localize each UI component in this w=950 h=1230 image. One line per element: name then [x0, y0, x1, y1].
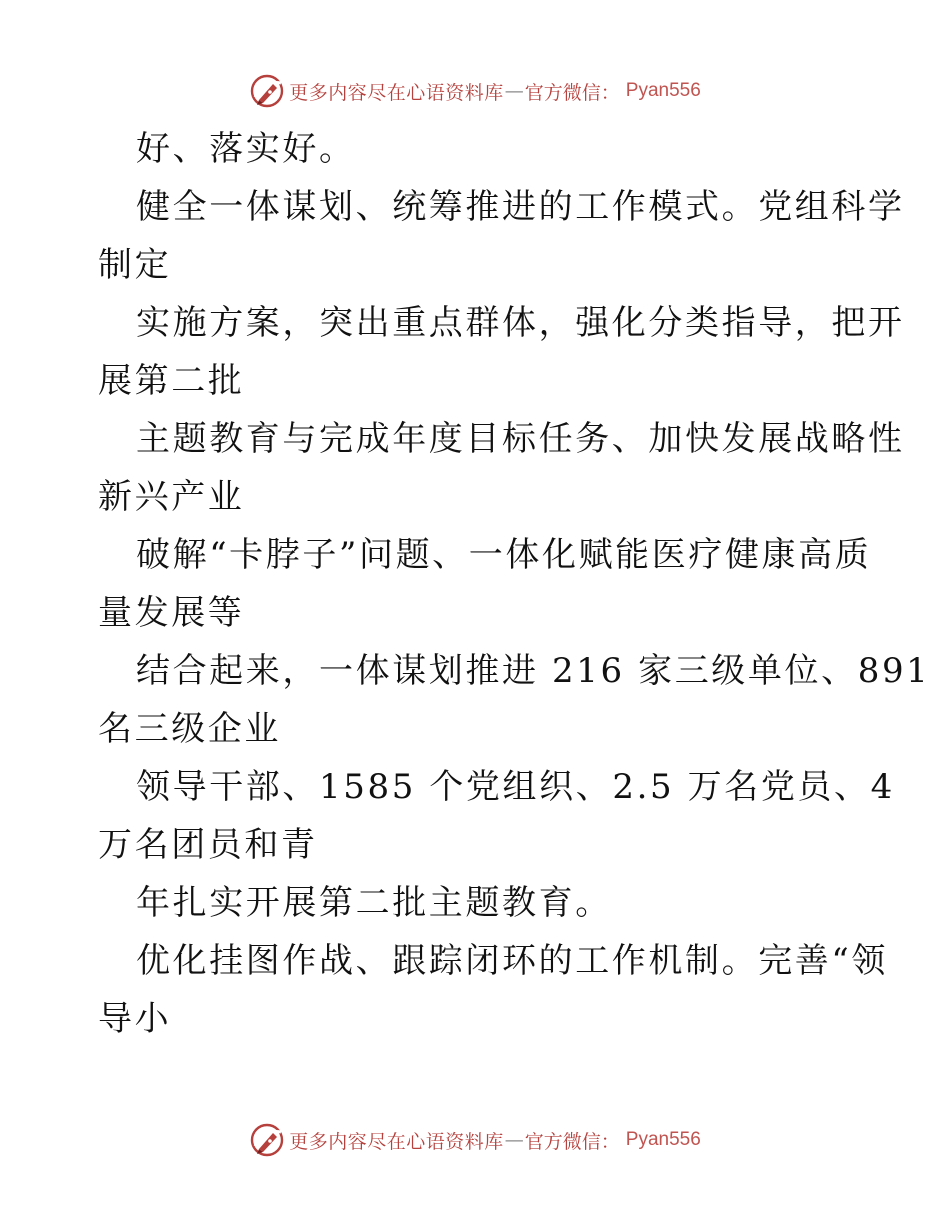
- banner-dash: —: [504, 1129, 524, 1151]
- banner-colon: ：: [600, 81, 620, 104]
- pen-nib-logo-icon: [249, 73, 285, 109]
- text-line: 优化挂图作战、跟踪闭环的工作机制。完善“领: [136, 941, 888, 981]
- text-line: 展第二批: [98, 361, 245, 401]
- banner-text: 更多内容尽在心语资料库: [289, 81, 504, 104]
- text-line: 万名团员和青: [98, 825, 318, 865]
- banner-text: 更多内容尽在心语资料库: [289, 1130, 504, 1153]
- banner-dash: —: [504, 80, 524, 102]
- pen-nib-logo-icon: [249, 1122, 285, 1158]
- text-line: 年扎实开展第二批主题教育。: [136, 883, 612, 923]
- text-line: 健全一体谋划、统筹推进的工作模式。党组科学: [136, 187, 905, 227]
- text-line: 主题教育与完成年度目标任务、加快发展战略性: [136, 419, 905, 459]
- text-line: 领导干部、1585 个党组织、2.5 万名党员、4: [136, 767, 895, 807]
- text-line: 破解“卡脖子”问题、一体化赋能医疗健康高质: [136, 535, 872, 575]
- banner-wechat-id: Pyan556: [625, 80, 701, 101]
- banner-wechat-label: 官方微信: [524, 1130, 601, 1153]
- text-line: 制定: [98, 245, 172, 285]
- header-banner: [0, 71, 950, 111]
- text-line: 好、落实好。: [136, 129, 356, 169]
- footer-banner: [0, 1120, 950, 1160]
- banner-wechat-label: 官方微信: [524, 81, 601, 104]
- banner-colon: ：: [600, 1130, 620, 1153]
- text-line: 量发展等: [98, 593, 245, 633]
- document-body: [98, 120, 931, 1048]
- banner-wechat-id: Pyan556: [625, 1129, 701, 1150]
- text-line: 实施方案，突出重点群体，强化分类指导，把开: [136, 303, 905, 343]
- text-line: 新兴产业: [98, 477, 245, 517]
- text-line: 结合起来，一体谋划推进 216 家三级单位、891: [136, 651, 931, 691]
- text-line: 导小: [98, 999, 172, 1039]
- text-line: 名三级企业: [98, 709, 281, 749]
